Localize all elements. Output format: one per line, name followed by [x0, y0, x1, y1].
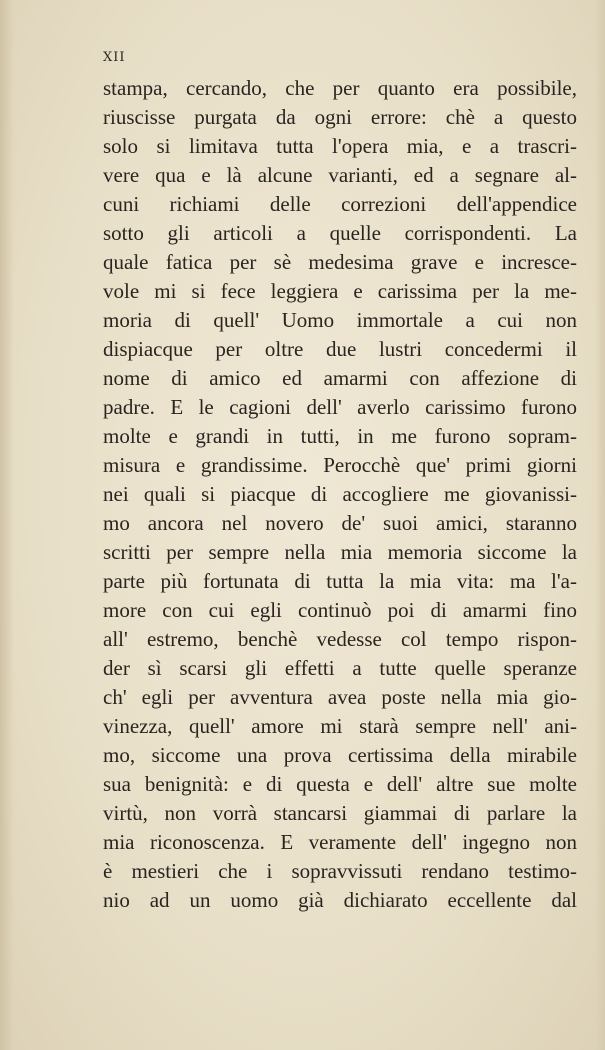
text-line: vere qua e là alcune varianti, ed a segnare al-	[103, 163, 577, 187]
text-line: nome di amico ed amarmi con affezione di	[103, 366, 577, 390]
text-line: nei quali si piacque di accogliere me giovanissi-	[103, 482, 577, 506]
text-line: vinezza, quell' amore mi starà sempre nell' ani-	[103, 714, 577, 738]
text-line: sua benignità: e di questa e dell' altre sue molte	[103, 772, 577, 796]
text-line: cuni richiami delle correzioni dell'appendice	[103, 192, 577, 216]
text-line: mo, siccome una prova certissima della mirabile	[103, 743, 577, 767]
text-line: misura e grandissime. Perocchè que' primi giorni	[103, 453, 577, 477]
text-line: virtù, non vorrà stancarsi giammai di parlare la	[103, 801, 577, 825]
page-left-edge	[0, 0, 14, 1050]
page-number: XII	[103, 50, 126, 65]
body-text	[103, 74, 577, 915]
text-line: parte più fortunata di tutta la mia vita: ma l'a-	[103, 569, 577, 593]
text-line: padre. E le cagioni dell' averlo carissimo furono	[103, 395, 577, 419]
text-line: mia riconoscenza. E veramente dell' ingegno non	[103, 830, 577, 854]
text-line: vole mi si fece leggiera e carissima per la me-	[103, 279, 577, 303]
text-line: all' estremo, benchè vedesse col tempo rispon-	[103, 627, 577, 651]
text-line: scritti per sempre nella mia memoria siccome la	[103, 540, 577, 564]
text-line: der sì scarsi gli effetti a tutte quelle speranze	[103, 656, 577, 680]
text-line: mo ancora nel novero de' suoi amici, staranno	[103, 511, 577, 535]
text-line: quale fatica per sè medesima grave e increscе-	[103, 250, 577, 274]
text-line: dispiacque per oltre due lustri concedermi il	[103, 337, 577, 361]
page-right-edge	[595, 0, 605, 1050]
text-line: moria di quell' Uomo immortale a cui non	[103, 308, 577, 332]
text-line: more con cui egli continuò poi di amarmi fino	[103, 598, 577, 622]
text-line: molte e grandi in tutti, in me furono sopram-	[103, 424, 577, 448]
text-line: nio ad un uomo già dichiarato eccellente dal	[103, 888, 577, 912]
text-line: solo si limitava tutta l'opera mia, e a trascri-	[103, 134, 577, 158]
text-line: stampa, cercando, che per quanto era possibile,	[103, 76, 577, 100]
text-line: è mestieri che i sopravvissuti rendano testimo-	[103, 859, 577, 883]
text-line: riuscisse purgata da ogni errore: chè a questo	[103, 105, 577, 129]
text-line: ch' egli per avventura avea poste nella mia gio-	[103, 685, 577, 709]
text-line: sotto gli articoli a quelle corrispondenti. La	[103, 221, 577, 245]
